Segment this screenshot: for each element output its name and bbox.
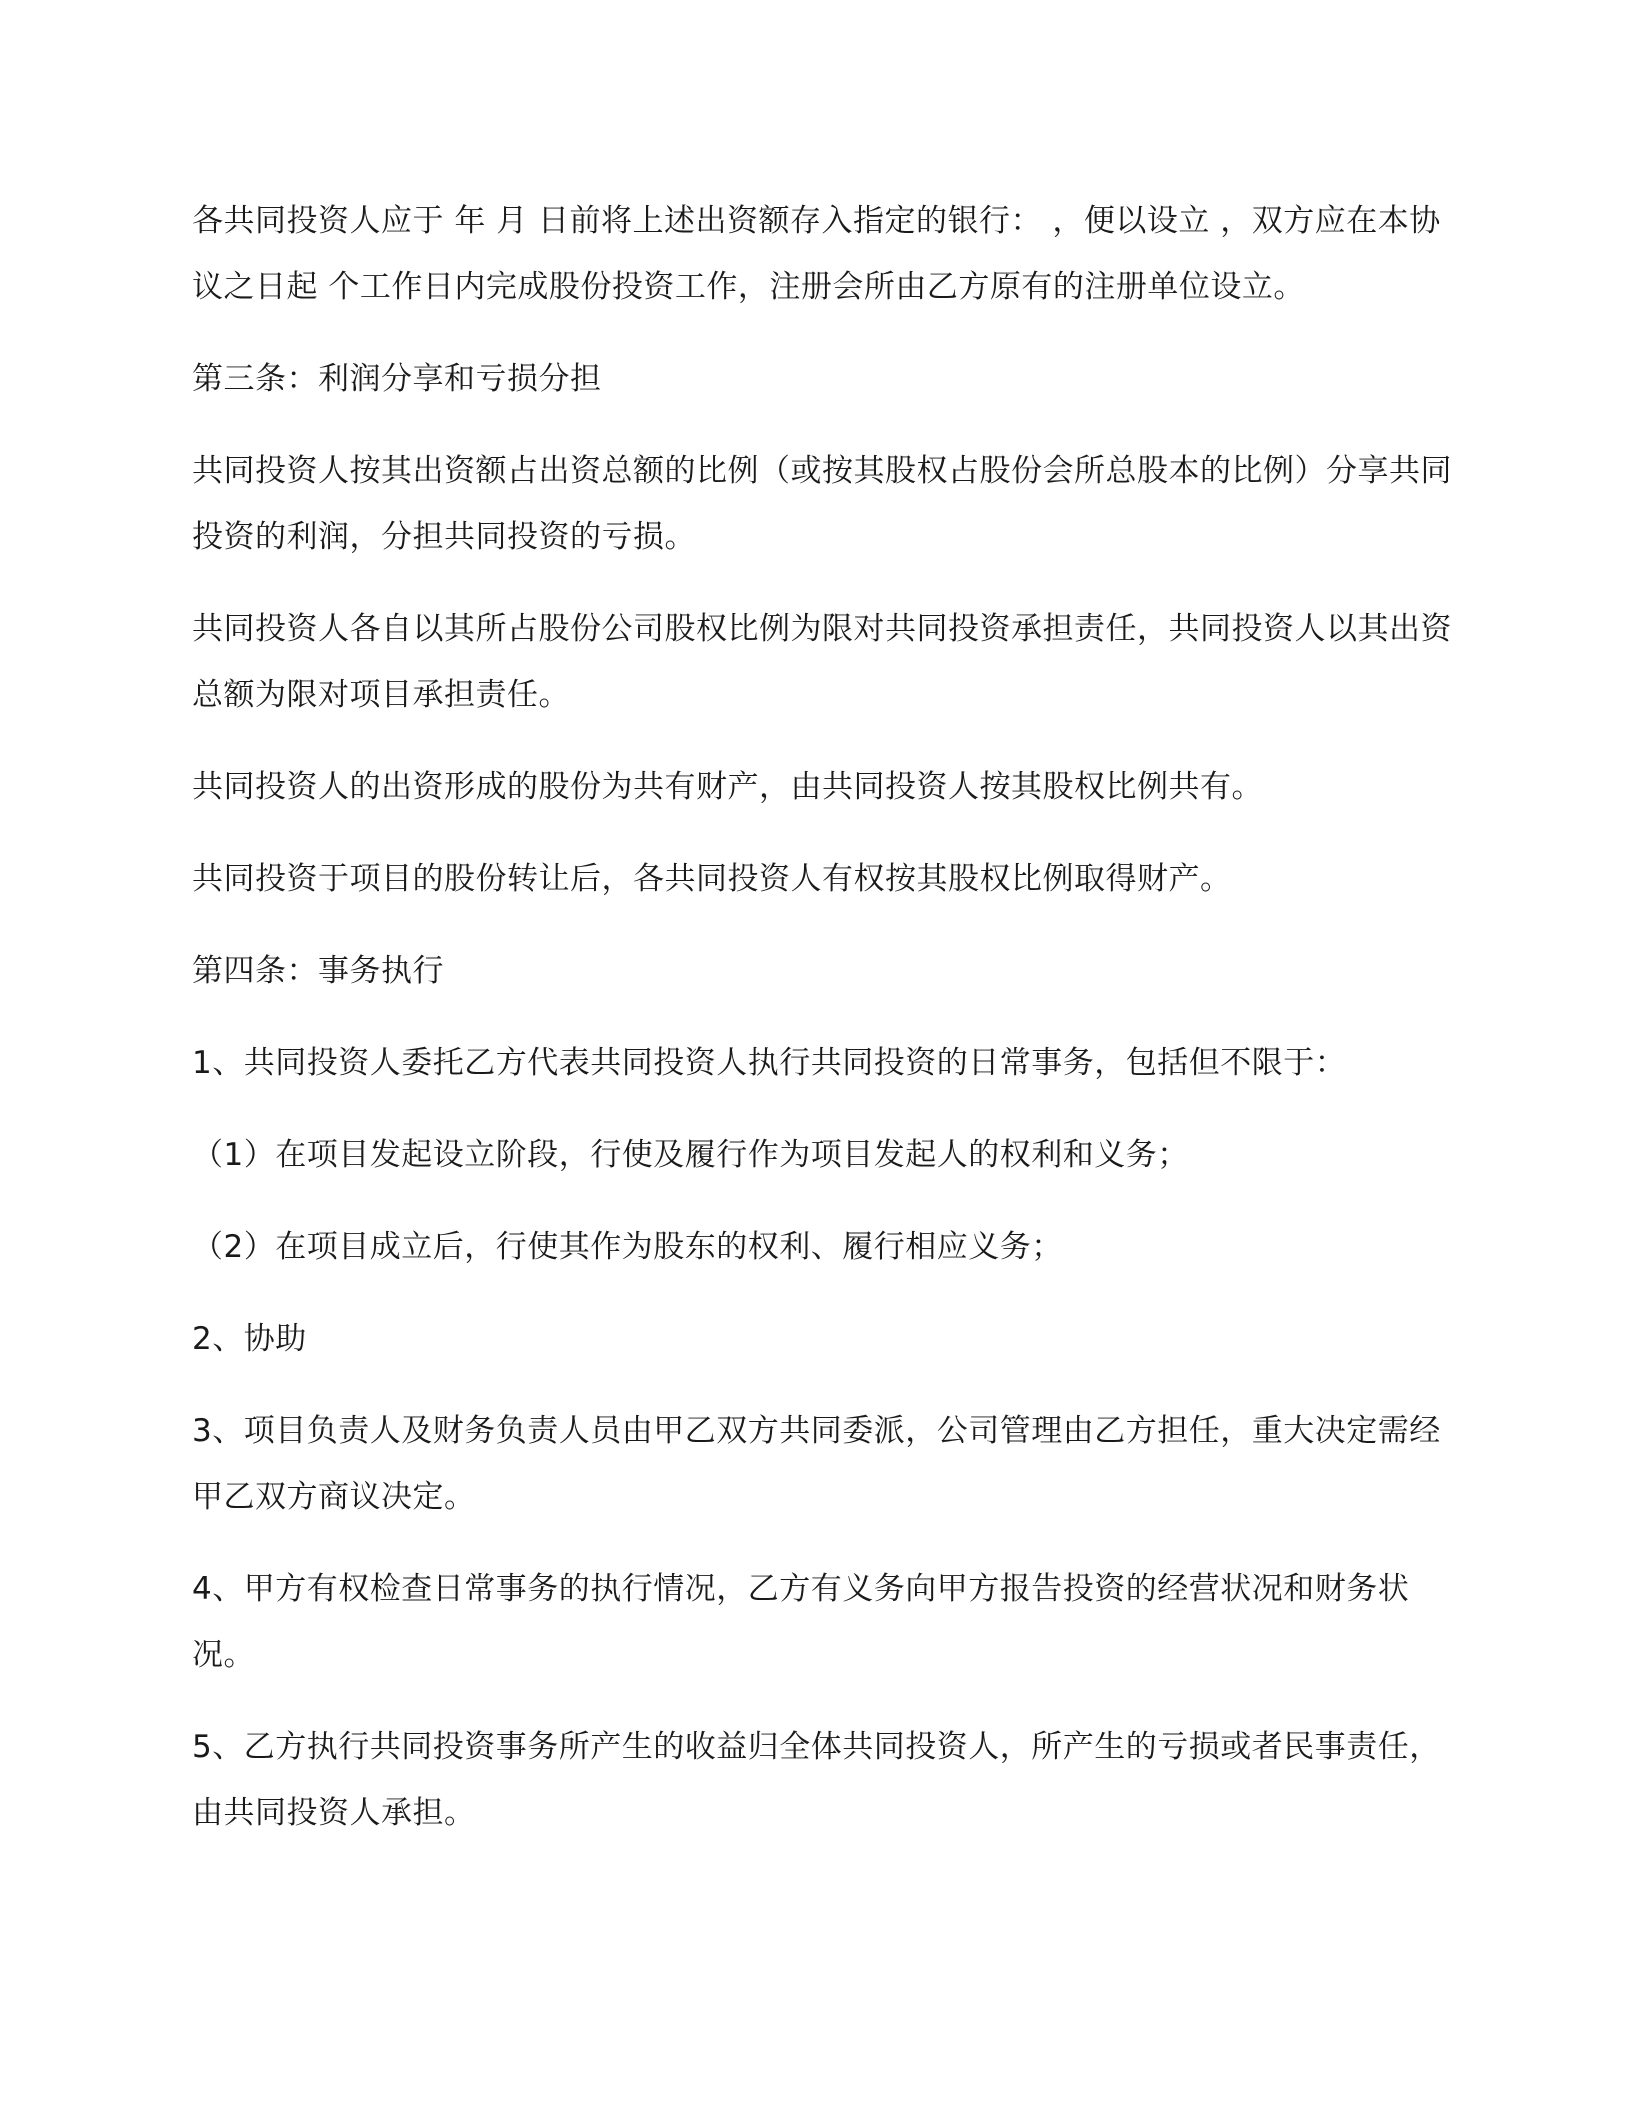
list-item-3: 3、项目负责人及财务负责人员由甲乙双方共同委派，公司管理由乙方担任，重大决定需经甲乙双方商议决定。 [192, 1413, 1441, 1515]
heading-article-3: 第三条：利润分享和亏损分担 [192, 361, 602, 397]
sub-item-1: （1）在项目发起设立阶段，行使及履行作为项目发起人的权利和义务； [192, 1137, 1189, 1173]
list-item-4: 4、甲方有权检查日常事务的执行情况，乙方有义务向甲方报告投资的经营状况和财务状况。 [192, 1571, 1410, 1673]
paragraph-liability: 共同投资人各自以其所占股份公司股权比例为限对共同投资承担责任，共同投资人以其出资总额为限对项目承担责任。 [192, 611, 1452, 713]
list-item-2: 2、协助 [192, 1321, 307, 1357]
list-item-1: 1、共同投资人委托乙方代表共同投资人执行共同投资的日常事务，包括但不限于： [192, 1045, 1347, 1081]
paragraph-common-property: 共同投资人的出资形成的股份为共有财产，由共同投资人按其股权比例共有。 [192, 769, 1263, 805]
document-page [192, 188, 1452, 1846]
list-item-5: 5、乙方执行共同投资事务所产生的收益归全体共同投资人，所产生的亏损或者民事责任，由共同投资人承担。 [192, 1729, 1441, 1831]
paragraph-profit-sharing: 共同投资人按其出资额占出资总额的比例（或按其股权占股份会所总股本的比例）分享共同投资的利润，分担共同投资的亏损。 [192, 453, 1452, 555]
paragraph-capital-deposit: 各共同投资人应于 年 月 日前将上述出资额存入指定的银行： ，便以设立 ，双方应在本协议之日起 个工作日内完成股份投资工作，注册会所由乙方原有的注册单位设立。 [192, 203, 1441, 305]
heading-article-4: 第四条：事务执行 [192, 953, 444, 989]
sub-item-2: （2）在项目成立后，行使其作为股东的权利、履行相应义务； [192, 1229, 1063, 1265]
paragraph-share-transfer: 共同投资于项目的股份转让后，各共同投资人有权按其股权比例取得财产。 [192, 861, 1232, 897]
